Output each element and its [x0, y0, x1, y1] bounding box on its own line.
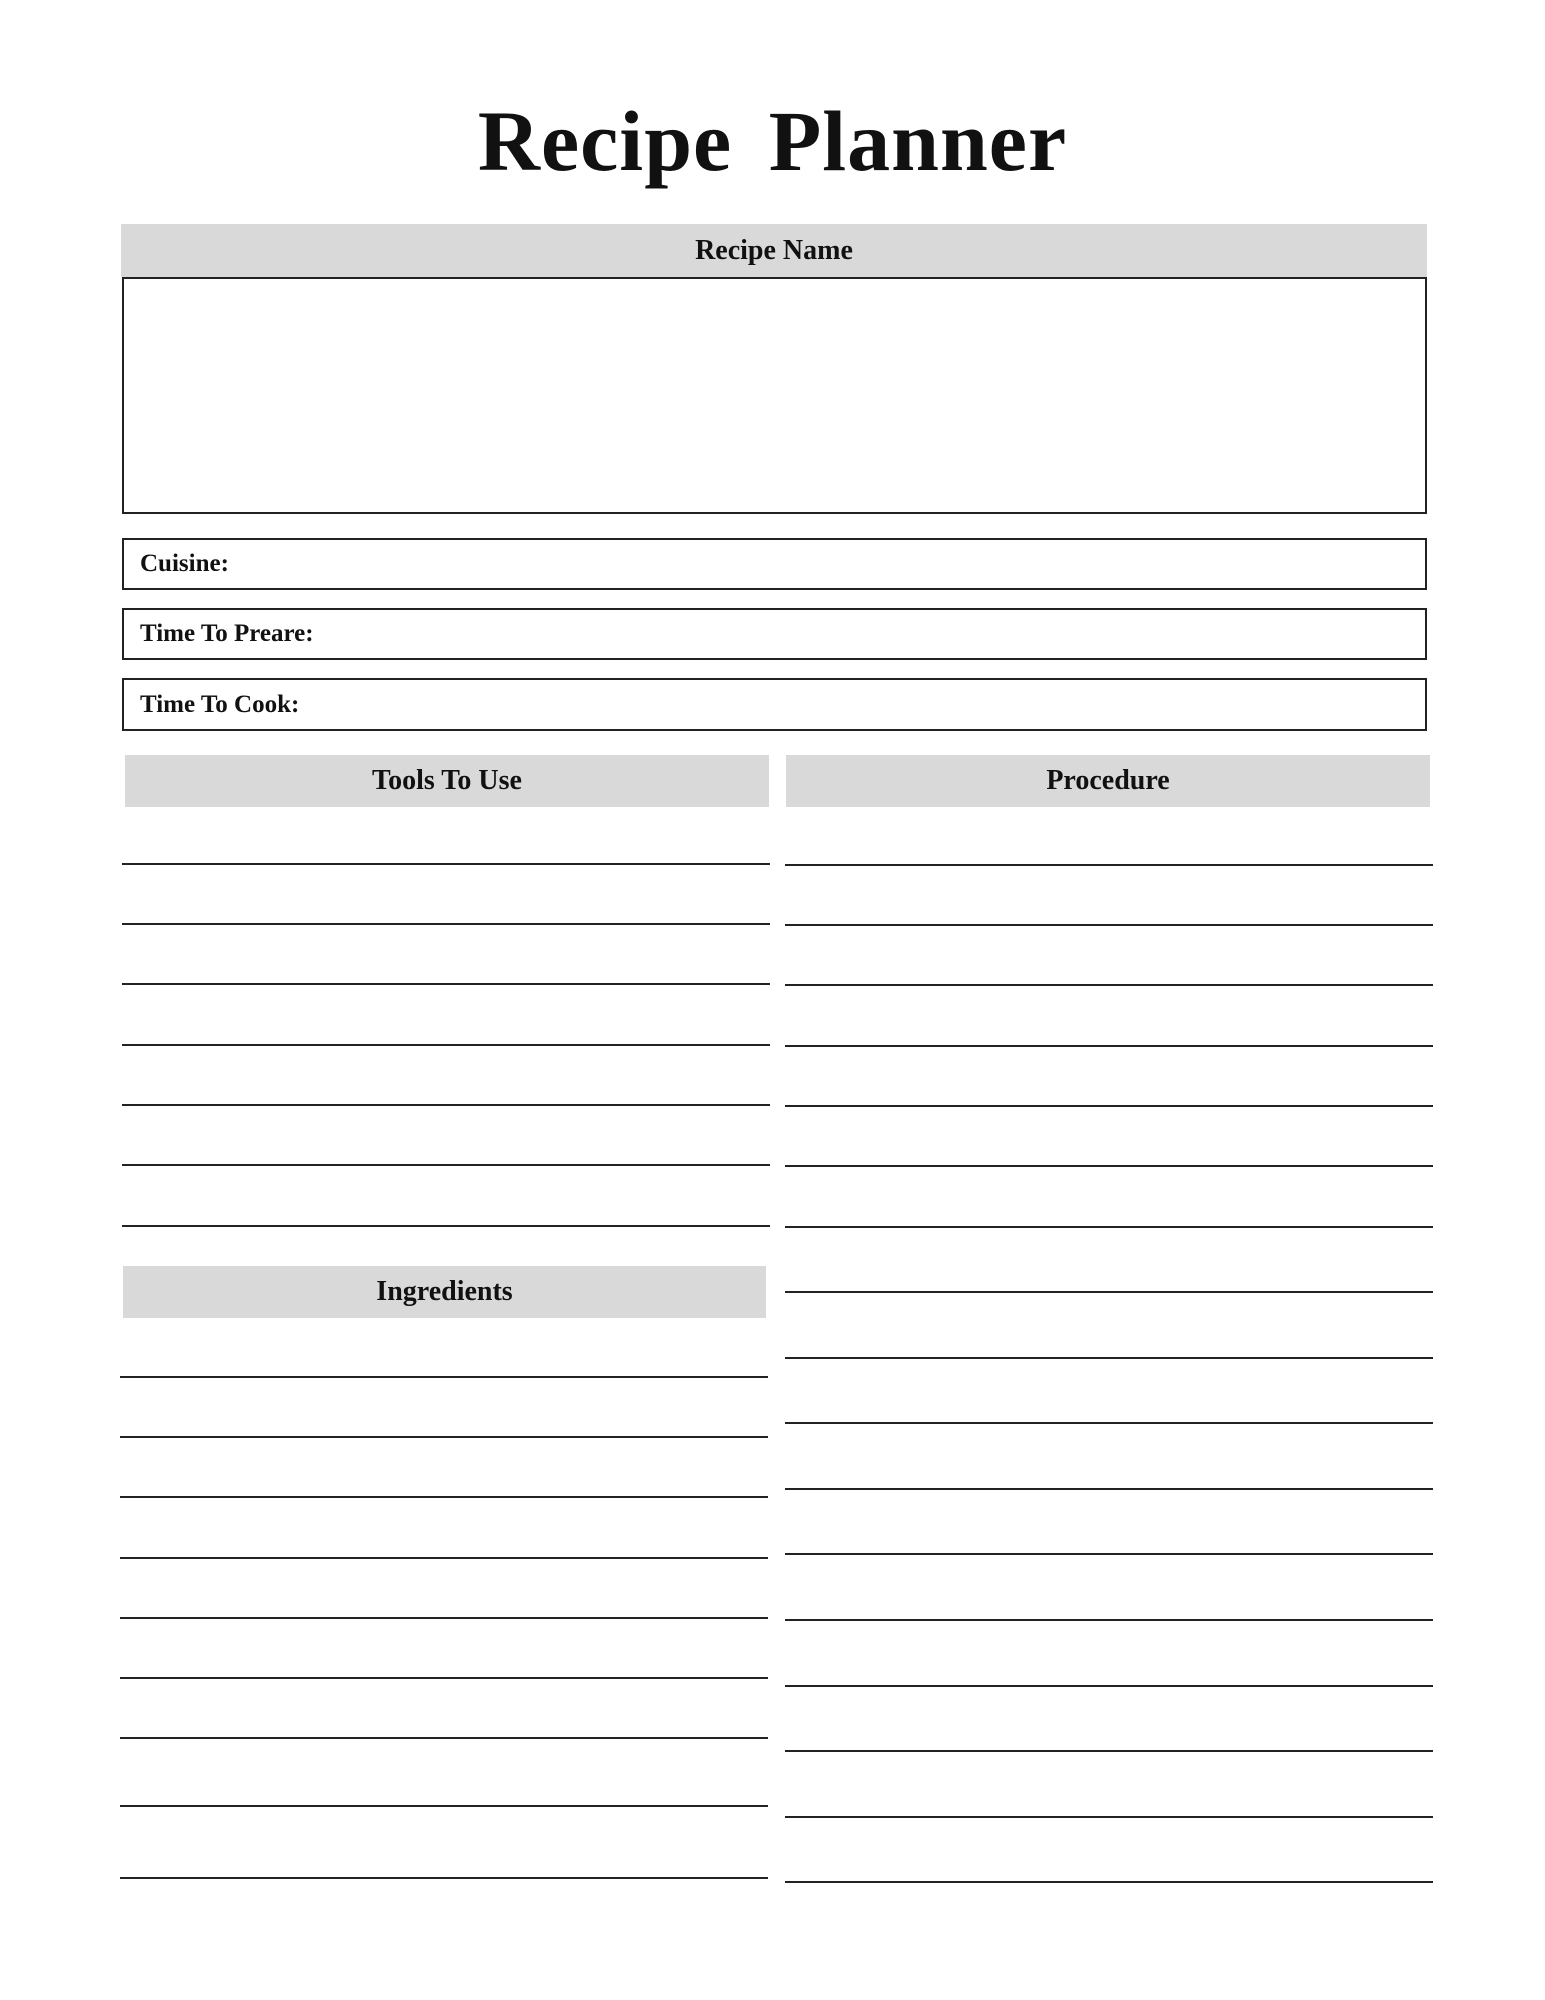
procedure-line[interactable]: [785, 1291, 1433, 1293]
tools-line[interactable]: [122, 1164, 770, 1166]
procedure-line[interactable]: [785, 1750, 1433, 1752]
tools-line[interactable]: [122, 863, 770, 865]
procedure-line[interactable]: [785, 1422, 1433, 1424]
tools-header: Tools To Use: [125, 755, 769, 807]
procedure-line[interactable]: [785, 1685, 1433, 1687]
time-to-cook-field[interactable]: [122, 678, 1427, 731]
procedure-line[interactable]: [785, 1881, 1433, 1883]
tools-line[interactable]: [122, 923, 770, 925]
procedure-line[interactable]: [785, 1488, 1433, 1490]
procedure-line[interactable]: [785, 1357, 1433, 1359]
procedure-line[interactable]: [785, 984, 1433, 986]
procedure-line[interactable]: [785, 1105, 1433, 1107]
ingredients-line[interactable]: [120, 1436, 768, 1438]
procedure-line[interactable]: [785, 1045, 1433, 1047]
procedure-header: Procedure: [786, 755, 1430, 807]
tools-line[interactable]: [122, 1044, 770, 1046]
time-to-prepare-field[interactable]: [122, 608, 1427, 660]
time-to-cook-label: Time To Cook:: [140, 690, 300, 718]
ingredients-line[interactable]: [120, 1877, 768, 1879]
recipe-name-header: Recipe Name: [121, 224, 1427, 277]
ingredients-line[interactable]: [120, 1617, 768, 1619]
procedure-line[interactable]: [785, 1619, 1433, 1621]
ingredients-line[interactable]: [120, 1737, 768, 1739]
procedure-line[interactable]: [785, 1816, 1433, 1818]
procedure-line[interactable]: [785, 924, 1433, 926]
procedure-line[interactable]: [785, 1553, 1433, 1555]
tools-line[interactable]: [122, 1104, 770, 1106]
ingredients-line[interactable]: [120, 1805, 768, 1807]
ingredients-line[interactable]: [120, 1557, 768, 1559]
ingredients-line[interactable]: [120, 1677, 768, 1679]
ingredients-line[interactable]: [120, 1496, 768, 1498]
page-title: Recipe Planner: [477, 93, 1068, 189]
tools-line[interactable]: [122, 1225, 770, 1227]
recipe-name-field[interactable]: [122, 277, 1427, 514]
ingredients-header: Ingredients: [123, 1266, 766, 1318]
cuisine-label: Cuisine:: [140, 550, 229, 577]
procedure-line[interactable]: [785, 1226, 1433, 1228]
tools-line[interactable]: [122, 983, 770, 985]
ingredients-line[interactable]: [120, 1376, 768, 1378]
time-to-prepare-label: Time To Preare:: [140, 620, 314, 647]
cuisine-field[interactable]: [122, 538, 1427, 590]
procedure-line[interactable]: [785, 1165, 1433, 1167]
procedure-line[interactable]: [785, 864, 1433, 866]
